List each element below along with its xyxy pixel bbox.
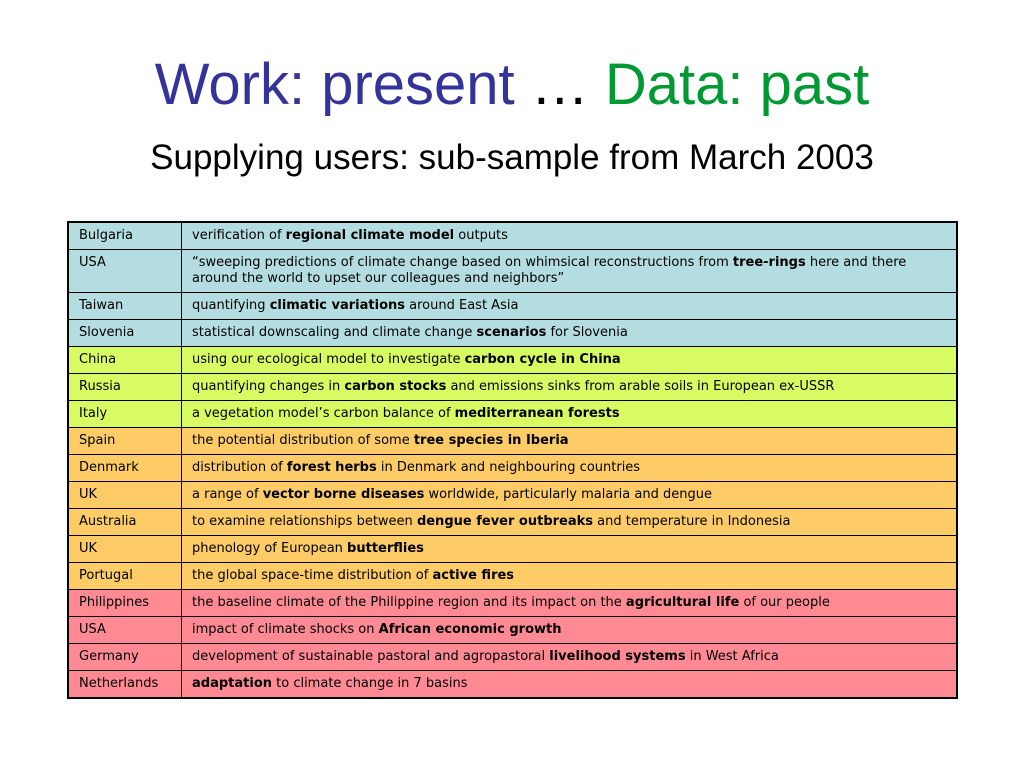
purpose-cell: phenology of European butterflies: [182, 536, 958, 563]
users-table: [67, 221, 958, 699]
purpose-cell: adaptation to climate change in 7 basins: [182, 671, 958, 699]
country-cell: Italy: [68, 401, 182, 428]
title-data-past: Data: past: [604, 52, 870, 117]
purpose-cell: “sweeping predictions of climate change based on whimsical reconstructions from tree-rings here and there around the world to upset our colleagues and neighbors”: [182, 250, 958, 293]
table-row: [68, 293, 957, 320]
table-row: [68, 563, 957, 590]
purpose-cell: distribution of forest herbs in Denmark and neighbouring countries: [182, 455, 958, 482]
country-cell: UK: [68, 482, 182, 509]
country-cell: Netherlands: [68, 671, 182, 699]
table-row: [68, 428, 957, 455]
table-row: [68, 401, 957, 428]
country-cell: USA: [68, 250, 182, 293]
title-work-present: Work: present: [154, 52, 515, 117]
purpose-cell: to examine relationships between dengue fever outbreaks and temperature in Indonesia: [182, 509, 958, 536]
table-row: [68, 374, 957, 401]
country-cell: Australia: [68, 509, 182, 536]
country-cell: Taiwan: [68, 293, 182, 320]
country-cell: Russia: [68, 374, 182, 401]
purpose-cell: using our ecological model to investigate carbon cycle in China: [182, 347, 958, 374]
purpose-cell: a vegetation model’s carbon balance of mediterranean forests: [182, 401, 958, 428]
country-cell: Portugal: [68, 563, 182, 590]
purpose-cell: the baseline climate of the Philippine region and its impact on the agricultural life of our people: [182, 590, 958, 617]
country-cell: USA: [68, 617, 182, 644]
country-cell: Denmark: [68, 455, 182, 482]
country-cell: Germany: [68, 644, 182, 671]
purpose-cell: development of sustainable pastoral and agropastoral livelihood systems in West Africa: [182, 644, 958, 671]
purpose-cell: a range of vector borne diseases worldwide, particularly malaria and dengue: [182, 482, 958, 509]
country-cell: UK: [68, 536, 182, 563]
table-row: [68, 482, 957, 509]
table-row: [68, 222, 957, 250]
country-cell: Spain: [68, 428, 182, 455]
purpose-cell: quantifying changes in carbon stocks and emissions sinks from arable soils in European ex-USSR: [182, 374, 958, 401]
slide-title: [0, 50, 1024, 120]
table-row: [68, 455, 957, 482]
purpose-cell: the potential distribution of some tree species in Iberia: [182, 428, 958, 455]
purpose-cell: the global space-time distribution of active fires: [182, 563, 958, 590]
purpose-cell: quantifying climatic variations around East Asia: [182, 293, 958, 320]
country-cell: Slovenia: [68, 320, 182, 347]
table-row: [68, 590, 957, 617]
table-row: [68, 617, 957, 644]
table-row: [68, 320, 957, 347]
purpose-cell: statistical downscaling and climate change scenarios for Slovenia: [182, 320, 958, 347]
table-row: [68, 509, 957, 536]
purpose-cell: impact of climate shocks on African economic growth: [182, 617, 958, 644]
table-row: [68, 347, 957, 374]
slide-subtitle: Supplying users: sub-sample from March 2003: [150, 138, 874, 177]
table-row: [68, 644, 957, 671]
table-row: [68, 250, 957, 293]
table-row: [68, 536, 957, 563]
purpose-cell: verification of regional climate model outputs: [182, 222, 958, 250]
country-cell: China: [68, 347, 182, 374]
title-ellipsis: …: [530, 52, 589, 117]
country-cell: Philippines: [68, 590, 182, 617]
country-cell: Bulgaria: [68, 222, 182, 250]
table-row: [68, 671, 957, 699]
